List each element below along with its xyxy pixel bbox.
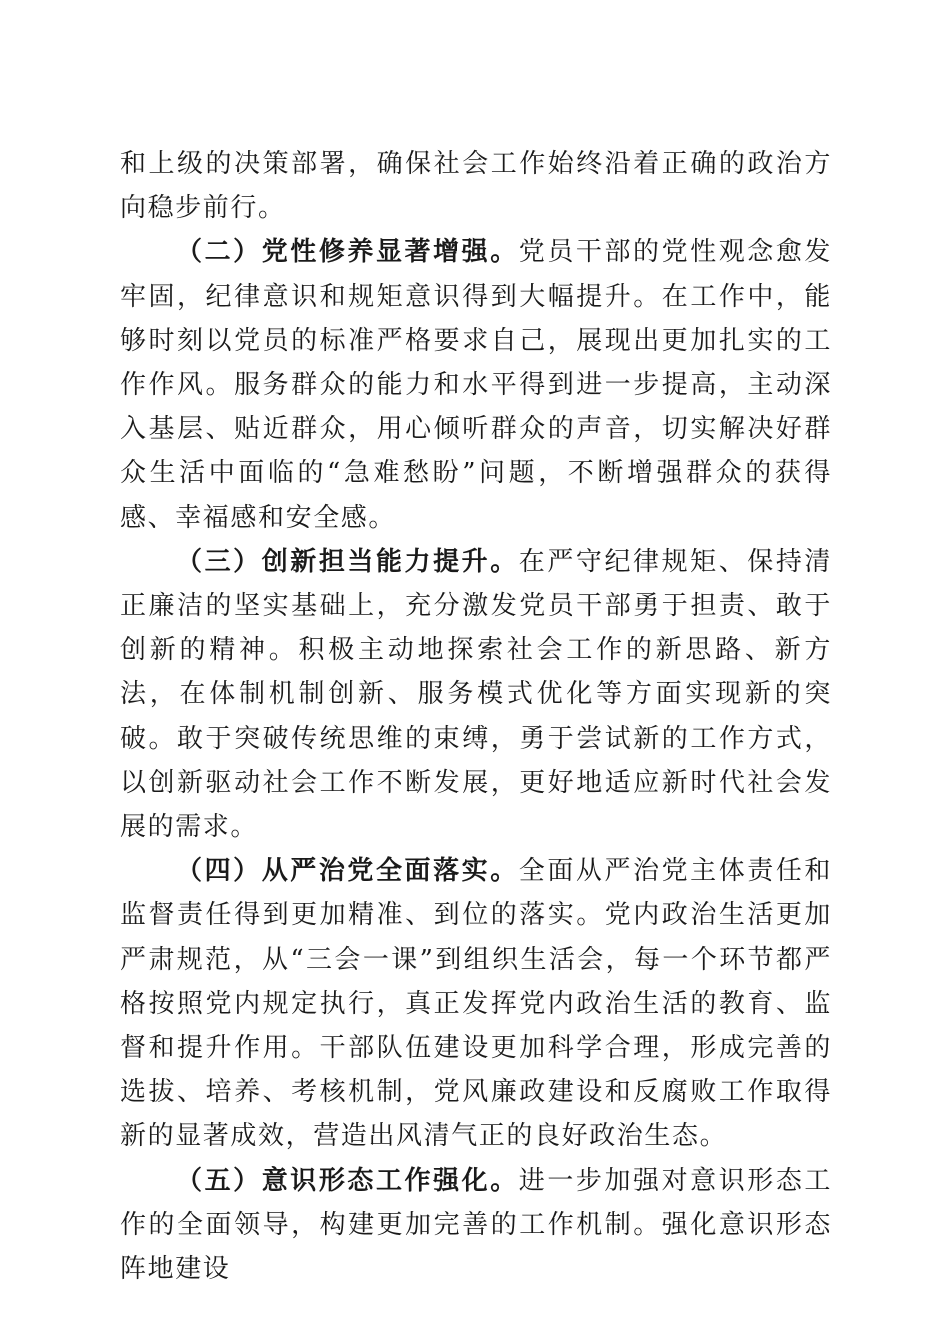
paragraph-continuation bbox=[120, 142, 832, 230]
section-heading: （四）从严治党全面落实。 bbox=[176, 856, 519, 887]
paragraph-text: 全面从严治党主体责任和监督责任得到更加精准、到位的落实。党内政治生活更加严肃规范，从“三会一课”到组织生活会，每一个环节都严格按照党内规定执行，真正发挥党内政治生活的教育、监督和提升作用。干部队伍建设更加科学合理，形成完善的选拔、培养、考核机制，党风廉政建设和反腐败工作取得新的显著成效，营造出风清气正的良好政治生态。 bbox=[120, 856, 832, 1152]
paragraph-text: 党员干部的党性观念愈发牢固，纪律意识和规矩意识得到大幅提升。在工作中，能够时刻以党员的标准严格要求自己，展现出更加扎实的工作作风。服务群众的能力和水平得到进一步提高，主动深入基层、贴近群众，用心倾听群众的声音，切实解决好群众生活中面临的“急难愁盼”问题，不断增强群众的获得感、幸福感和安全感。 bbox=[120, 237, 832, 533]
section-heading: （二）党性修养显著增强。 bbox=[176, 237, 519, 268]
paragraph-section-5 bbox=[120, 1159, 832, 1292]
section-heading: （五）意识形态工作强化。 bbox=[176, 1165, 519, 1196]
paragraph-text: 在严守纪律规矩、保持清正廉洁的坚实基础上，充分激发党员干部勇于担责、敢于创新的精神。积极主动地探索社会工作的新思路、新方法，在体制机制创新、服务模式优化等方面实现新的突破。敢于突破传统思维的束缚，勇于尝试新的工作方式，以创新驱动社会工作不断发展，更好地适应新时代社会发展的需求。 bbox=[120, 546, 832, 843]
paragraph-text: 进一步加强对意识形态工作的全面领导，构建更加完善的工作机制。强化意识形态阵地建设 bbox=[120, 1165, 832, 1285]
section-heading: （三）创新担当能力提升。 bbox=[176, 546, 519, 577]
document-body bbox=[120, 142, 832, 1291]
paragraph-section-4 bbox=[120, 849, 832, 1158]
paragraph-section-2 bbox=[120, 230, 832, 539]
paragraph-section-3 bbox=[120, 540, 832, 849]
paragraph-text: 和上级的决策部署，确保社会工作始终沿着正确的政治方向稳步前行。 bbox=[120, 149, 832, 224]
